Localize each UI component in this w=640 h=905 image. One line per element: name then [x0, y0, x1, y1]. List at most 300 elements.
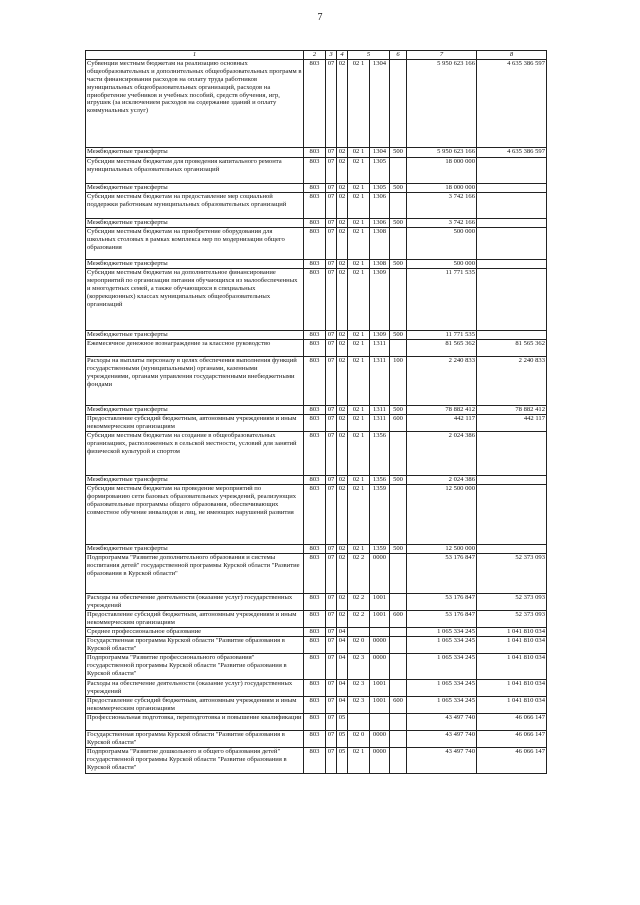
expense-type-cell — [390, 339, 407, 356]
amount-year1-cell: 78 882 412 — [407, 405, 477, 414]
table-row — [86, 679, 547, 696]
ministry-code-cell: 803 — [304, 192, 326, 218]
amount-year1-cell: 18 000 000 — [407, 157, 477, 183]
table-row — [86, 484, 547, 544]
expense-type-cell — [390, 593, 407, 610]
section-code-cell: 07 — [326, 713, 337, 730]
row-name-cell: Расходы на обеспечение деятельности (оказание услуг) государственных учреждений — [86, 679, 304, 696]
direction-code-cell: 1356 — [370, 475, 390, 484]
program-code-cell: 02 1 — [348, 330, 370, 339]
amount-year2-cell: 442 117 — [477, 414, 547, 431]
amount-year2-cell — [477, 431, 547, 475]
header-cell: 3 — [326, 51, 337, 60]
row-name-cell: Предоставление субсидий бюджетным, автономным учреждениям и иным некоммерческим организациям — [86, 414, 304, 431]
table-row — [86, 627, 547, 636]
amount-year1-cell: 1 065 334 245 — [407, 679, 477, 696]
section-code-cell: 07 — [326, 696, 337, 713]
subsection-code-cell: 02 — [337, 593, 348, 610]
amount-year1-cell: 5 950 623 166 — [407, 147, 477, 157]
direction-code-cell — [370, 713, 390, 730]
subsection-code-cell: 02 — [337, 192, 348, 218]
row-name-cell: Межбюджетные трансферты — [86, 183, 304, 192]
ministry-code-cell: 803 — [304, 544, 326, 553]
program-code-cell: 02 1 — [348, 268, 370, 330]
header-cell: 8 — [477, 51, 547, 60]
direction-code-cell: 1359 — [370, 544, 390, 553]
section-code-cell: 07 — [326, 653, 337, 679]
subsection-code-cell: 02 — [337, 610, 348, 627]
amount-year1-cell: 2 240 833 — [407, 356, 477, 405]
subsection-code-cell: 05 — [337, 747, 348, 773]
table-row — [86, 475, 547, 484]
page-number: 7 — [317, 12, 323, 23]
section-code-cell: 07 — [326, 730, 337, 747]
subsection-code-cell: 02 — [337, 484, 348, 544]
program-code-cell: 02 0 — [348, 636, 370, 653]
expense-type-cell: 100 — [390, 356, 407, 405]
section-code-cell: 07 — [326, 227, 337, 259]
amount-year2-cell: 1 041 810 034 — [477, 696, 547, 713]
section-code-cell: 07 — [326, 147, 337, 157]
subsection-code-cell: 02 — [337, 227, 348, 259]
table-row — [86, 696, 547, 713]
subsection-code-cell: 02 — [337, 356, 348, 405]
amount-year2-cell: 1 041 810 034 — [477, 653, 547, 679]
table-row — [86, 431, 547, 475]
program-code-cell: 02 1 — [348, 147, 370, 157]
ministry-code-cell: 803 — [304, 356, 326, 405]
expense-type-cell: 600 — [390, 610, 407, 627]
subsection-code-cell: 02 — [337, 147, 348, 157]
program-code-cell: 02 2 — [348, 593, 370, 610]
amount-year2-cell — [477, 183, 547, 192]
ministry-code-cell: 803 — [304, 553, 326, 593]
table-row — [86, 356, 547, 405]
direction-code-cell: 0000 — [370, 730, 390, 747]
program-code-cell: 02 1 — [348, 484, 370, 544]
header-cell: 1 — [86, 51, 304, 60]
header-row — [86, 51, 547, 60]
subsection-code-cell: 04 — [337, 636, 348, 653]
amount-year2-cell — [477, 259, 547, 268]
subsection-code-cell: 02 — [337, 544, 348, 553]
expense-type-cell — [390, 713, 407, 730]
subsection-code-cell: 02 — [337, 268, 348, 330]
ministry-code-cell: 803 — [304, 484, 326, 544]
section-code-cell: 07 — [326, 679, 337, 696]
table-row — [86, 59, 547, 147]
section-code-cell: 07 — [326, 356, 337, 405]
direction-code-cell: 1359 — [370, 484, 390, 544]
row-name-cell: Межбюджетные трансферты — [86, 218, 304, 227]
direction-code-cell: 1309 — [370, 268, 390, 330]
ministry-code-cell: 803 — [304, 147, 326, 157]
expense-type-cell — [390, 157, 407, 183]
subsection-code-cell: 02 — [337, 414, 348, 431]
table-row — [86, 653, 547, 679]
section-code-cell: 07 — [326, 553, 337, 593]
section-code-cell: 07 — [326, 59, 337, 147]
direction-code-cell: 0000 — [370, 553, 390, 593]
amount-year2-cell — [477, 544, 547, 553]
ministry-code-cell: 803 — [304, 627, 326, 636]
expense-type-cell: 500 — [390, 183, 407, 192]
row-name-cell: Профессиональная подготовка, переподготовка и повышение квалификации — [86, 713, 304, 730]
amount-year2-cell: 52 373 093 — [477, 593, 547, 610]
subsection-code-cell: 04 — [337, 679, 348, 696]
expense-type-cell: 500 — [390, 405, 407, 414]
amount-year1-cell: 442 117 — [407, 414, 477, 431]
table-row — [86, 227, 547, 259]
amount-year2-cell: 2 240 833 — [477, 356, 547, 405]
table-row — [86, 330, 547, 339]
ministry-code-cell: 803 — [304, 268, 326, 330]
amount-year1-cell: 1 065 334 245 — [407, 636, 477, 653]
direction-code-cell: 1306 — [370, 192, 390, 218]
section-code-cell: 07 — [326, 747, 337, 773]
row-name-cell: Среднее профессиональное образование — [86, 627, 304, 636]
amount-year1-cell: 1 065 334 245 — [407, 627, 477, 636]
expense-type-cell: 600 — [390, 414, 407, 431]
row-name-cell: Расходы на обеспечение деятельности (оказание услуг) государственных учреждений — [86, 593, 304, 610]
amount-year2-cell — [477, 484, 547, 544]
amount-year1-cell: 1 065 334 245 — [407, 653, 477, 679]
section-code-cell: 07 — [326, 268, 337, 330]
ministry-code-cell: 803 — [304, 339, 326, 356]
header-cell: 5 — [348, 51, 390, 60]
row-name-cell: Подпрограмма "Развитие дополнительного образования и системы воспитания детей" государственной программы Курской области "Развитие образования в Курской области" — [86, 553, 304, 593]
section-code-cell: 07 — [326, 259, 337, 268]
amount-year2-cell — [477, 157, 547, 183]
table-row — [86, 747, 547, 773]
program-code-cell: 02 0 — [348, 730, 370, 747]
amount-year2-cell: 52 373 093 — [477, 610, 547, 627]
expense-type-cell — [390, 627, 407, 636]
row-name-cell: Подпрограмма "Развитие профессионального образования" государственной программы Курской области "Развитие образования в Курской области" — [86, 653, 304, 679]
program-code-cell: 02 1 — [348, 157, 370, 183]
direction-code-cell: 1304 — [370, 147, 390, 157]
table-row — [86, 730, 547, 747]
row-name-cell: Субсидии местным бюджетам на дополнительное финансирование мероприятий по организации питания обучающихся из малообеспеченных и многодетных семей, а также обучающихся в специальных (коррекционных) классах муниципальных общеобразовательных организаций — [86, 268, 304, 330]
section-code-cell: 07 — [326, 544, 337, 553]
expense-type-cell — [390, 653, 407, 679]
amount-year2-cell: 46 066 147 — [477, 747, 547, 773]
table-row — [86, 636, 547, 653]
subsection-code-cell: 05 — [337, 730, 348, 747]
program-code-cell: 02 1 — [348, 59, 370, 147]
direction-code-cell: 1001 — [370, 610, 390, 627]
amount-year1-cell: 2 024 386 — [407, 431, 477, 475]
row-name-cell: Межбюджетные трансферты — [86, 544, 304, 553]
section-code-cell: 07 — [326, 431, 337, 475]
table-row — [86, 610, 547, 627]
section-code-cell: 07 — [326, 636, 337, 653]
direction-code-cell: 1311 — [370, 339, 390, 356]
row-name-cell: Межбюджетные трансферты — [86, 147, 304, 157]
program-code-cell: 02 3 — [348, 696, 370, 713]
subsection-code-cell: 02 — [337, 259, 348, 268]
direction-code-cell: 1308 — [370, 259, 390, 268]
ministry-code-cell: 803 — [304, 183, 326, 192]
amount-year1-cell: 11 771 535 — [407, 268, 477, 330]
amount-year2-cell — [477, 227, 547, 259]
direction-code-cell — [370, 627, 390, 636]
expense-type-cell — [390, 747, 407, 773]
amount-year1-cell: 11 771 535 — [407, 330, 477, 339]
direction-code-cell: 1311 — [370, 414, 390, 431]
direction-code-cell: 1001 — [370, 593, 390, 610]
amount-year2-cell — [477, 218, 547, 227]
table-row — [86, 405, 547, 414]
amount-year2-cell: 46 066 147 — [477, 713, 547, 730]
row-name-cell: Подпрограмма "Развитие дошкольного и общего образования детей" государственной программы Курской области "Развитие образования в Курской области" — [86, 747, 304, 773]
direction-code-cell: 1356 — [370, 431, 390, 475]
section-code-cell: 07 — [326, 218, 337, 227]
table-row — [86, 414, 547, 431]
expense-type-cell: 500 — [390, 544, 407, 553]
subsection-code-cell: 04 — [337, 696, 348, 713]
expense-type-cell — [390, 730, 407, 747]
program-code-cell: 02 2 — [348, 553, 370, 593]
row-name-cell: Государственная программа Курской области "Развитие образования в Курской области" — [86, 636, 304, 653]
section-code-cell: 07 — [326, 330, 337, 339]
amount-year1-cell: 1 065 334 245 — [407, 696, 477, 713]
header-cell: 6 — [390, 51, 407, 60]
subsection-code-cell: 02 — [337, 553, 348, 593]
table-row — [86, 593, 547, 610]
subsection-code-cell: 02 — [337, 475, 348, 484]
expense-type-cell — [390, 268, 407, 330]
table-row — [86, 192, 547, 218]
direction-code-cell: 1311 — [370, 356, 390, 405]
ministry-code-cell: 803 — [304, 414, 326, 431]
amount-year1-cell: 53 176 847 — [407, 553, 477, 593]
row-name-cell: Межбюджетные трансферты — [86, 405, 304, 414]
amount-year1-cell: 5 950 623 166 — [407, 59, 477, 147]
ministry-code-cell: 803 — [304, 227, 326, 259]
section-code-cell: 07 — [326, 339, 337, 356]
expense-type-cell — [390, 59, 407, 147]
row-name-cell: Предоставление субсидий бюджетным, автономным учреждениям и иным некоммерческим организациям — [86, 610, 304, 627]
expense-type-cell: 500 — [390, 475, 407, 484]
table-row — [86, 713, 547, 730]
row-name-cell: Межбюджетные трансферты — [86, 330, 304, 339]
table-row — [86, 259, 547, 268]
amount-year1-cell: 53 176 847 — [407, 610, 477, 627]
expense-type-cell: 500 — [390, 259, 407, 268]
program-code-cell: 02 1 — [348, 431, 370, 475]
program-code-cell: 02 1 — [348, 356, 370, 405]
subsection-code-cell: 02 — [337, 218, 348, 227]
amount-year1-cell: 12 500 000 — [407, 544, 477, 553]
expense-type-cell — [390, 192, 407, 218]
amount-year1-cell: 53 176 847 — [407, 593, 477, 610]
expense-type-cell: 500 — [390, 330, 407, 339]
row-name-cell: Субсидии местным бюджетам на создание в общеобразовательных организациях, расположенных в сельской местности, условий для занятий физической культурой и спортом — [86, 431, 304, 475]
program-code-cell — [348, 713, 370, 730]
section-code-cell: 07 — [326, 484, 337, 544]
subsection-code-cell: 05 — [337, 713, 348, 730]
header-cell: 7 — [407, 51, 477, 60]
amount-year2-cell: 4 635 386 597 — [477, 147, 547, 157]
direction-code-cell: 0000 — [370, 636, 390, 653]
direction-code-cell: 1001 — [370, 679, 390, 696]
budget-table — [85, 50, 547, 774]
expense-type-cell — [390, 484, 407, 544]
direction-code-cell: 1001 — [370, 696, 390, 713]
program-code-cell: 02 1 — [348, 544, 370, 553]
ministry-code-cell: 803 — [304, 696, 326, 713]
program-code-cell: 02 1 — [348, 192, 370, 218]
direction-code-cell: 1311 — [370, 405, 390, 414]
amount-year1-cell: 12 500 000 — [407, 484, 477, 544]
amount-year2-cell: 1 041 810 034 — [477, 627, 547, 636]
table-row — [86, 268, 547, 330]
ministry-code-cell: 803 — [304, 330, 326, 339]
amount-year1-cell: 500 000 — [407, 259, 477, 268]
table-row — [86, 218, 547, 227]
amount-year2-cell: 52 373 093 — [477, 553, 547, 593]
direction-code-cell: 1309 — [370, 330, 390, 339]
direction-code-cell: 1306 — [370, 218, 390, 227]
amount-year1-cell: 43 497 740 — [407, 730, 477, 747]
amount-year2-cell — [477, 192, 547, 218]
row-name-cell: Субсидии местным бюджетам на приобретение оборудования для школьных столовых в рамках комплекса мер по модернизации общего образования — [86, 227, 304, 259]
table-row — [86, 147, 547, 157]
subsection-code-cell: 02 — [337, 405, 348, 414]
program-code-cell: 02 1 — [348, 414, 370, 431]
ministry-code-cell: 803 — [304, 653, 326, 679]
row-name-cell: Субсидии местным бюджетам на проведение мероприятий по формированию сети базовых образовательных учреждений, реализующих образовательные программы общего образования, обеспечивающих совместное обучение инвалидов и лиц, не имеющих нарушений развития — [86, 484, 304, 544]
ministry-code-cell: 803 — [304, 747, 326, 773]
amount-year2-cell: 4 635 386 597 — [477, 59, 547, 147]
section-code-cell: 07 — [326, 593, 337, 610]
ministry-code-cell: 803 — [304, 59, 326, 147]
ministry-code-cell: 803 — [304, 405, 326, 414]
table-row — [86, 553, 547, 593]
amount-year1-cell: 3 742 166 — [407, 218, 477, 227]
header-cell: 4 — [337, 51, 348, 60]
row-name-cell: Субсидии местным бюджетам на предоставление мер социальной поддержки работникам муниципальных образовательных организаций — [86, 192, 304, 218]
ministry-code-cell: 803 — [304, 157, 326, 183]
amount-year2-cell: 78 882 412 — [477, 405, 547, 414]
expense-type-cell — [390, 227, 407, 259]
ministry-code-cell: 803 — [304, 431, 326, 475]
ministry-code-cell: 803 — [304, 610, 326, 627]
subsection-code-cell: 04 — [337, 653, 348, 679]
amount-year1-cell: 500 000 — [407, 227, 477, 259]
section-code-cell: 07 — [326, 610, 337, 627]
section-code-cell: 07 — [326, 157, 337, 183]
subsection-code-cell: 04 — [337, 627, 348, 636]
amount-year1-cell: 81 565 362 — [407, 339, 477, 356]
ministry-code-cell: 803 — [304, 259, 326, 268]
expense-type-cell: 500 — [390, 218, 407, 227]
program-code-cell: 02 1 — [348, 747, 370, 773]
program-code-cell: 02 1 — [348, 475, 370, 484]
amount-year2-cell: 1 041 810 034 — [477, 636, 547, 653]
ministry-code-cell: 803 — [304, 679, 326, 696]
amount-year2-cell — [477, 475, 547, 484]
table-row — [86, 183, 547, 192]
direction-code-cell: 0000 — [370, 747, 390, 773]
amount-year1-cell: 2 024 386 — [407, 475, 477, 484]
table-row — [86, 339, 547, 356]
program-code-cell: 02 3 — [348, 653, 370, 679]
header-cell: 2 — [304, 51, 326, 60]
row-name-cell: Расходы на выплаты персоналу в целях обеспечения выполнения функций государственными (муниципальными) органами, казенными учреждениями, органами управления государственными внебюджетными фондами — [86, 356, 304, 405]
table-body — [86, 51, 547, 774]
row-name-cell: Межбюджетные трансферты — [86, 475, 304, 484]
subsection-code-cell: 02 — [337, 183, 348, 192]
section-code-cell: 07 — [326, 475, 337, 484]
program-code-cell: 02 1 — [348, 227, 370, 259]
row-name-cell: Межбюджетные трансферты — [86, 259, 304, 268]
direction-code-cell: 1304 — [370, 59, 390, 147]
direction-code-cell: 1305 — [370, 183, 390, 192]
direction-code-cell: 1308 — [370, 227, 390, 259]
expense-type-cell — [390, 431, 407, 475]
program-code-cell: 02 1 — [348, 339, 370, 356]
section-code-cell: 07 — [326, 627, 337, 636]
amount-year2-cell — [477, 330, 547, 339]
amount-year2-cell — [477, 268, 547, 330]
program-code-cell: 02 3 — [348, 679, 370, 696]
row-name-cell: Субвенции местным бюджетам на реализацию основных общеобразовательных и дополнительных общеобразовательных программ в части финансирования расходов на оплату труда работников муниципальных общеобразовательных организаций, расходов на приобретение учебников и учебных пособий, средств обучения, игр, игрушек (за исключением расходов на содержание зданий и оплату коммунальных услуг) — [86, 59, 304, 147]
ministry-code-cell: 803 — [304, 636, 326, 653]
section-code-cell: 07 — [326, 192, 337, 218]
subsection-code-cell: 02 — [337, 431, 348, 475]
section-code-cell: 07 — [326, 414, 337, 431]
row-name-cell: Государственная программа Курской области "Развитие образования в Курской области" — [86, 730, 304, 747]
expense-type-cell: 600 — [390, 696, 407, 713]
program-code-cell: 02 2 — [348, 610, 370, 627]
table-row — [86, 544, 547, 553]
row-name-cell: Предоставление субсидий бюджетным, автономным учреждениям и иным некоммерческим организациям — [86, 696, 304, 713]
direction-code-cell: 0000 — [370, 653, 390, 679]
amount-year2-cell: 1 041 810 034 — [477, 679, 547, 696]
expense-type-cell — [390, 553, 407, 593]
row-name-cell: Субсидии местным бюджетам для проведения капитального ремонта муниципальных образовательных организаций — [86, 157, 304, 183]
ministry-code-cell: 803 — [304, 475, 326, 484]
section-code-cell: 07 — [326, 183, 337, 192]
program-code-cell: 02 1 — [348, 183, 370, 192]
section-code-cell: 07 — [326, 405, 337, 414]
expense-type-cell — [390, 679, 407, 696]
amount-year2-cell: 81 565 362 — [477, 339, 547, 356]
ministry-code-cell: 803 — [304, 730, 326, 747]
direction-code-cell: 1305 — [370, 157, 390, 183]
subsection-code-cell: 02 — [337, 330, 348, 339]
ministry-code-cell: 803 — [304, 713, 326, 730]
row-name-cell: Ежемесячное денежное вознаграждение за классное руководство — [86, 339, 304, 356]
amount-year1-cell: 18 000 000 — [407, 183, 477, 192]
program-code-cell: 02 1 — [348, 405, 370, 414]
program-code-cell — [348, 627, 370, 636]
subsection-code-cell: 02 — [337, 157, 348, 183]
expense-type-cell: 500 — [390, 147, 407, 157]
program-code-cell: 02 1 — [348, 259, 370, 268]
ministry-code-cell: 803 — [304, 218, 326, 227]
amount-year1-cell: 43 497 740 — [407, 713, 477, 730]
subsection-code-cell: 02 — [337, 339, 348, 356]
expense-type-cell — [390, 636, 407, 653]
subsection-code-cell: 02 — [337, 59, 348, 147]
amount-year1-cell: 3 742 166 — [407, 192, 477, 218]
ministry-code-cell: 803 — [304, 593, 326, 610]
program-code-cell: 02 1 — [348, 218, 370, 227]
table-row — [86, 157, 547, 183]
